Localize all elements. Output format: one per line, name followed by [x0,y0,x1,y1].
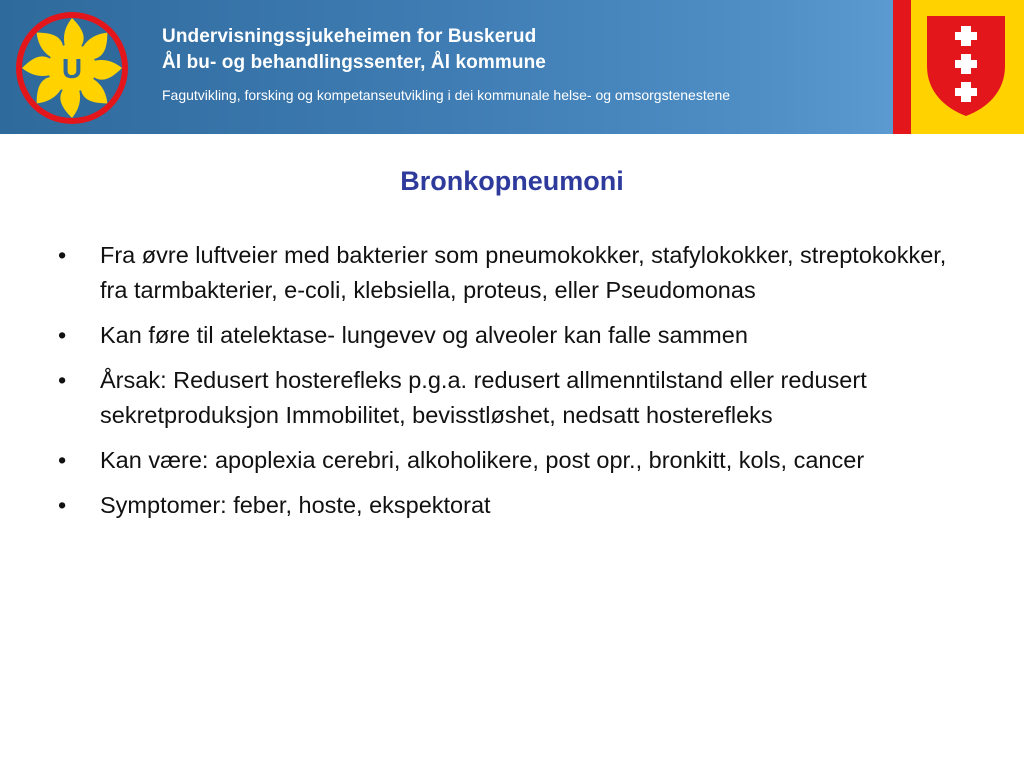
bullet-marker: • [58,492,67,518]
bullet-item [58,443,968,478]
bullet-text: Årsak: Redusert hosterefleks p.g.a. redusert allmenntilstand eller redusert sekretproduksjon Immobilitet, bevisstløshet, nedsatt hosterefleks [100,367,867,428]
bullet-item [58,318,968,353]
organisation-name: Undervisningssjukeheimen for Buskerud [162,26,537,47]
bullet-marker: • [58,447,67,473]
organisation-tagline: Fagutvikling, forsking og kompetanseutvikling i dei kommunale helse- og omsorgstenestene [162,87,731,103]
slide-title: Bronkopneumoni [400,166,624,196]
coat-of-arms-icon [925,14,1007,118]
logo-letter: U [61,53,83,84]
bullet-item [58,488,968,523]
bullet-text: Kan være: apoplexia cerebri, alkoholikere, post opr., bronkitt, kols, cancer [100,447,865,473]
bullet-marker: • [58,367,67,393]
header-banner [0,0,1024,134]
bullet-text: Symptomer: feber, hoste, ekspektorat [100,492,491,518]
bullet-marker: • [58,242,67,268]
bullet-text: Fra øvre luftveier med bakterier som pneumokokker, stafylokokker, streptokokker, fra tarmbakterier, e-coli, klebsiella, proteus, eller Pseudomonas [100,242,947,303]
bullet-marker: • [58,322,67,348]
bullet-item [58,238,968,308]
crest-red-stripe [893,0,911,134]
bullet-list [58,238,968,533]
header-text [162,24,730,106]
bullet-text: Kan føre til atelektase- lungevev og alveoler kan falle sammen [100,322,748,348]
sun-u-logo-icon [14,10,130,126]
organisation-subname: Ål bu- og behandlingssenter, Ål kommune [162,52,546,73]
bullet-item [58,363,968,433]
